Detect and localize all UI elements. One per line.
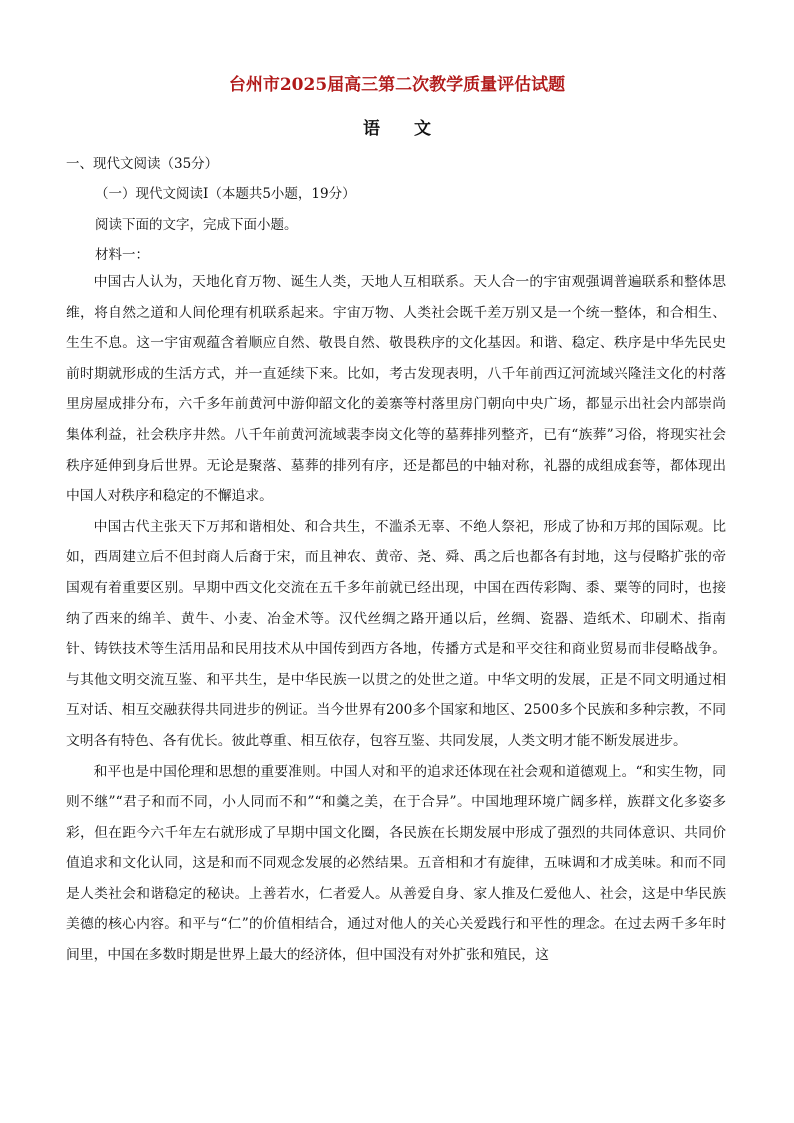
article-body bbox=[66, 267, 726, 971]
material-label: 材料一： bbox=[95, 247, 149, 263]
section-heading: 一、现代文阅读（35分） bbox=[66, 156, 219, 172]
section-subheading: （一）现代文阅读Ⅰ（本题共5小题，19分） bbox=[95, 186, 356, 202]
paragraph: 和平也是中国伦理和思想的重要准则。中国人对和平的追求还体现在社会观和道德观上。“和实生物，同则不继”“君子和而不同，小人同而不和”“和羹之美，在于合异”。中国地理环境广阔多样，族群文化多姿多彩，但在距今六千年左右就形成了早期中国文化圈，各民族在长期发展中形成了强烈的共同体意识、共同价值追求和文化认同，这是和而不同观念发展的必然结果。五音相和才有旋律，五味调和才成美味。和而不同是人类社会和谐稳定的秘诀。上善若水，仁者爱人。从善爱自身、家人推及仁爱他人、社会，这是中华民族美德的核心内容。和平与“仁”的价值相结合，通过对他人的关心关爱践行和平性的理念。在过去两千多年时间里，中国在多数时期是世界上最大的经济体，但中国没有对外扩张和殖民，这 bbox=[66, 763, 726, 964]
paragraph: 中国古人认为，天地化育万物、诞生人类，天地人互相联系。天人合一的宇宙观强调普遍联系和整体思维，将自然之道和人间伦理有机联系起来。宇宙万物、人类社会既千差万别又是一个统一整体，和合相生、生生不息。这一宇宙观蕴含着顺应自然、敬畏自然、敬畏秩序的文化基因。和谐、稳定、秩序是中华先民史前时期就形成的生活方式，并一直延续下来。比如，考古发现表明，八千年前西辽河流域兴隆洼文化的村落里房屋成排分布，六千多年前黄河中游仰韶文化的姜寨等村落里房门朝向中央广场，都显示出社会内部崇尚集体利益，社会秩序井然。八千年前黄河流域裴李岗文化等的墓葬排列整齐，已有“族葬”习俗，将现实社会秩序延伸到身后世界。无论是聚落、墓葬的排列有序，还是都邑的中轴对称，礼器的成组成套等，都体现出中国人对秩序和稳定的不懈追求。 bbox=[66, 274, 726, 505]
reading-instruction: 阅读下面的文字，完成下面小题。 bbox=[95, 217, 298, 233]
subject-title: 语 文 bbox=[363, 119, 445, 139]
exam-title: 台州市2025届高三第二次教学质量评估试题 bbox=[228, 75, 566, 95]
paragraph: 中国古代主张天下万邦和谐相处、和合共生，不滥杀无辜、不绝人祭祀，形成了协和万邦的国际观。比如，西周建立后不但封商人后裔于宋，而且神农、黄帝、尧、舜、禹之后也都各有封地，这与侵略扩张的帝国观有着重要区别。早期中西文化交流在五千多年前就已经出现，中国在西传彩陶、黍、粟等的同时，也接纳了西来的绵羊、黄牛、小麦、冶金术等。汉代丝绸之路开通以后，丝绸、瓷器、造纸术、印刷术、指南针、铸铁技术等生活用品和民用技术从中国传到西方各地，传播方式是和平交往和商业贸易而非侵略战争。与其他文明交流互鉴、和平共生，是中华民族一以贯之的处世之道。中华文明的发展，正是不同文明通过相互对话、相互交融获得共同进步的例证。当今世界有200多个国家和地区、2500多个民族和多种宗教，不同文明各有特色、各有优长。彼此尊重、相互依存，包容互鉴、共同发展，人类文明才能不断发展进步。 bbox=[66, 518, 726, 749]
